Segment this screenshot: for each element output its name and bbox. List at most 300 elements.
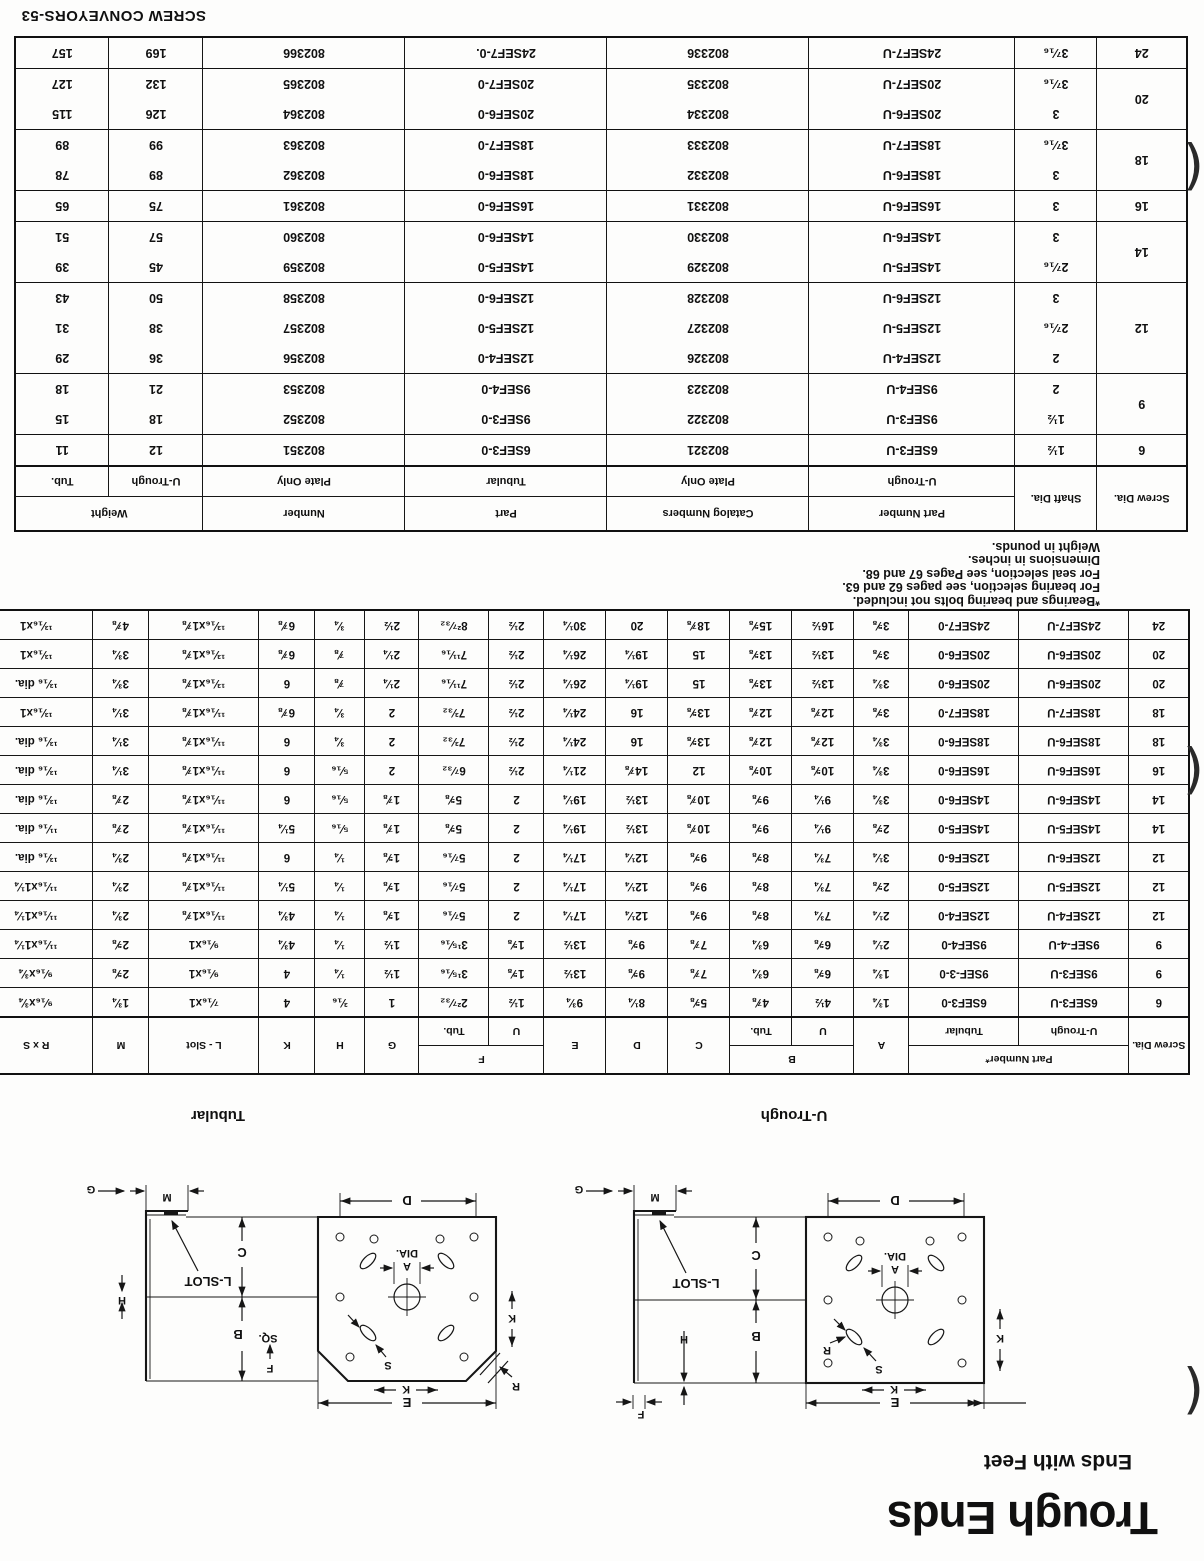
table-row [15,252,1187,283]
data-cell: 6⁷⁄₃₂ [419,756,489,785]
data-cell: 3⁷⁄₁₆ [1015,130,1097,161]
data-cell: 20SEF7-U [809,69,1015,100]
data-cell: ⁵⁄₁₆ [315,756,365,785]
table-row [15,343,1187,374]
data-cell: 31 [15,313,109,343]
data-cell: ¹¹⁄₁₆x1⅞ [149,785,259,814]
data-cell: 6⅝ [792,959,854,988]
data-cell: 802358 [203,283,405,314]
data-cell: 65 [15,191,109,222]
data-cell: 4⅞ [93,610,149,640]
data-cell: 7¹¹⁄₁₆ [419,640,489,669]
dim-d-label: D [402,1193,412,1208]
column-header: M [93,1017,149,1074]
data-cell: 5¼ [259,872,315,901]
data-cell: 1¾ [93,988,149,1018]
data-cell: 2 [489,872,544,901]
data-cell: 20SEF6-0 [909,640,1019,669]
data-cell: 14SEF5-U [1019,814,1129,843]
data-cell: 2¼ [854,901,909,930]
data-cell: 7¹¹⁄₁₆ [419,669,489,698]
data-cell: 12SEF5-0 [909,872,1019,901]
dim-d-label: D [890,1193,900,1208]
data-cell: 4 [259,959,315,988]
screw-dia-cell: 20 [1097,69,1187,130]
data-cell: ⅞ [315,640,365,669]
data-cell: 16½ [792,610,854,640]
table-row [15,283,1187,314]
dim-m-label: M [162,1191,172,1203]
data-cell: ¹¹⁄₁₆x1⅞ [149,872,259,901]
column-header: C [668,1017,730,1074]
column-subheader: U-Trough [809,466,1015,497]
data-cell: 19¼ [606,640,668,669]
data-cell: 802359 [203,252,405,283]
data-cell: 4½ [792,988,854,1018]
data-cell: 2 [489,814,544,843]
data-cell: 13⅝ [668,698,730,727]
table-row [15,99,1187,130]
data-cell: 8⅝ [730,872,792,901]
data-cell: 9SEF4-0 [909,930,1019,959]
data-cell: 89 [15,130,109,161]
data-cell: 3⅝ [854,698,909,727]
data-cell: ¾ [315,727,365,756]
data-cell: 13½ [792,640,854,669]
data-cell: 13½ [792,669,854,698]
data-cell: ¹¹⁄₁₆x1⅞ [149,843,259,872]
data-cell: 18SEF6-U [1019,727,1129,756]
data-cell: 2¼ [854,930,909,959]
data-cell: 6⅝ [792,930,854,959]
data-cell: 20SEF6-0 [909,669,1019,698]
data-cell: 24SEF7-0. [405,37,607,69]
data-cell: 7¾ [792,872,854,901]
data-cell: 13⅝ [730,669,792,698]
data-cell: 3¹⁵⁄₁₆ [419,959,489,988]
data-cell: ¹³⁄₁₆ dia. [0,843,93,872]
column-header: G [365,1017,419,1074]
data-cell: 157 [15,37,109,69]
sq-label: SQ. [258,1332,278,1344]
screw-dia-cell: 18 [1097,130,1187,191]
data-cell: ¾ [315,610,365,640]
data-cell: 10⅞ [668,814,730,843]
data-cell: 6⅞ [259,640,315,669]
data-cell: 9SEF4-0 [405,374,607,405]
table-row [15,160,1187,191]
table-row [0,930,1189,959]
note-line: Dimensions in inches. [968,553,1100,568]
data-cell: 9SEF4-U [809,374,1015,405]
data-cell: 3 [1015,222,1097,253]
data-cell: 2⅝ [93,959,149,988]
data-cell: ¼ [315,901,365,930]
data-cell: 12SEF4-U [809,343,1015,374]
data-cell: 18SEF7-0 [405,130,607,161]
data-cell: 14 [1129,814,1189,843]
data-cell: 9¾ [544,988,606,1018]
column-header: Part [405,497,607,532]
data-cell: 1⅞ [365,785,419,814]
table-row [0,872,1189,901]
data-cell: 6 [259,843,315,872]
part-numbers-table [14,36,1188,532]
u-trough-diagram [546,1139,1026,1469]
data-cell: 12⅞ [792,727,854,756]
data-cell: 9 [1129,930,1189,959]
data-cell: ¹¹⁄₁₆x1⅞ [149,756,259,785]
data-cell: ¹³⁄₁₆ dia. [0,756,93,785]
data-cell: 5⁷⁄₁₆ [419,872,489,901]
column-header: F [419,1046,544,1075]
table-row [0,843,1189,872]
data-cell: 13⅝ [668,727,730,756]
data-cell: 802321 [607,435,809,467]
data-cell: ¹¹⁄₁₆x1¼ [0,901,93,930]
data-cell: 7¾ [792,901,854,930]
data-cell: ¹³⁄₁₆x1⅞ [149,610,259,640]
data-cell: 12SEF5-0 [405,313,607,343]
data-cell: 9¼ [792,814,854,843]
data-cell: 8²⁷⁄₃₂ [419,610,489,640]
data-cell: 24SEF7-0 [909,610,1019,640]
data-cell: ¹¹⁄₁₆x1¼ [0,872,93,901]
dimensions-table [0,609,1190,1075]
data-cell: 802326 [607,343,809,374]
table-row [0,785,1189,814]
data-cell: 18⅞ [668,610,730,640]
dim-r-label: R [512,1380,520,1392]
column-header: D [606,1017,668,1074]
column-subheader: Tubular [909,1017,1019,1046]
data-cell: 16SEF6-0 [405,191,607,222]
dim-f-label: F [266,1362,274,1374]
data-cell: 1⅞ [365,814,419,843]
data-cell: 7³⁄₃₂ [419,727,489,756]
data-cell: 18 [109,404,203,435]
data-cell: 24 [1129,610,1189,640]
data-cell: 2½ [489,669,544,698]
column-header: B [730,1046,854,1075]
table-row [15,222,1187,253]
data-cell: 20SEF7-0 [405,69,607,100]
data-cell: ⅞ [315,669,365,698]
data-cell: 12SEF4-0 [405,343,607,374]
data-cell: 12 [109,435,203,467]
data-cell: 1½ [365,930,419,959]
data-cell: 2 [1015,374,1097,405]
data-cell: 14SEF5-U [809,252,1015,283]
data-cell: 15⅝ [730,610,792,640]
data-cell: 2¾ [93,901,149,930]
data-cell: 6SEF3-U [1019,988,1129,1018]
data-cell: 17¼ [544,901,606,930]
screw-dia-cell: 16 [1097,191,1187,222]
data-cell: 16 [1129,756,1189,785]
data-cell: 12 [1129,843,1189,872]
data-cell: 9SEF3-0 [405,404,607,435]
page-title: Trough Ends [887,1492,1158,1544]
column-header: Screw Dia. [1097,466,1187,531]
data-cell: 8⅝ [730,843,792,872]
column-header: Part Number* [909,1046,1129,1075]
data-cell: 36 [109,343,203,374]
data-cell: ¹³⁄₁₆x1 [0,640,93,669]
data-cell: 3 [1015,283,1097,314]
data-cell: 3¼ [93,727,149,756]
dim-k-top-label: K [890,1383,898,1395]
data-cell: 24SEF7-U [809,37,1015,69]
table-row [0,988,1189,1018]
data-cell: 3¼ [93,698,149,727]
tubular-label: Tubular [191,1107,245,1124]
data-cell: 802361 [203,191,405,222]
dim-h-label: H [680,1333,688,1345]
data-cell: 89 [109,160,203,191]
data-cell: 8⅝ [730,901,792,930]
data-cell: 2½ [489,727,544,756]
column-header: Catalog Numbers [607,497,809,532]
data-cell: 2½ [489,756,544,785]
data-cell: 16SEF6-U [1019,756,1129,785]
data-cell: 6 [259,756,315,785]
data-cell: 12SEF5-U [809,313,1015,343]
column-subheader: Plate Only [203,466,405,497]
data-cell: 6¾ [730,930,792,959]
data-cell: ¾ [315,698,365,727]
data-cell: ¹³⁄₁₆x1⅞ [149,669,259,698]
data-cell: 8¼ [606,988,668,1018]
table-row [15,37,1187,69]
data-cell: 132 [109,69,203,100]
data-cell: 1½ [1015,435,1097,467]
parts-table-wrap [14,36,1188,532]
data-cell: ⁹⁄₁₆x¾ [0,959,93,988]
data-cell: 12¼ [606,901,668,930]
table-row [15,404,1187,435]
screw-size-group [15,191,1187,222]
data-cell: 14SEF6-0 [909,785,1019,814]
data-cell: 12SEF6-0 [909,843,1019,872]
table-row [0,959,1189,988]
data-cell: 12 [668,756,730,785]
data-cell: 18SEF7-U [809,130,1015,161]
data-cell: 6 [259,669,315,698]
data-cell: 9⅝ [730,785,792,814]
data-cell: 2 [365,756,419,785]
column-subheader: Plate Only [607,466,809,497]
data-cell: 115 [15,99,109,130]
table-row [15,435,1187,467]
column-header: H [315,1017,365,1074]
screw-dia-cell: 6 [1097,435,1187,467]
dim-m-label: M [650,1191,660,1203]
data-cell: 6⅞ [259,610,315,640]
data-cell: ¹³⁄₁₆ dia. [0,669,93,698]
data-cell: 13⅝ [730,640,792,669]
table-row [15,374,1187,405]
data-cell: ¼ [315,843,365,872]
data-cell: 169 [109,37,203,69]
data-cell: 12SEF6-U [1019,843,1129,872]
data-cell: 1¾ [854,959,909,988]
data-cell: 19¼ [606,669,668,698]
dim-f-label: F [637,1408,645,1420]
note-line: For seal selection, see Pages 67 and 68. [862,567,1100,581]
screw-size-group [15,130,1187,191]
data-cell: ¹¹⁄₁₆ dia. [0,814,93,843]
data-cell: 18SEF6-0 [909,727,1019,756]
data-cell: 51 [15,222,109,253]
data-cell: 1⅝ [365,843,419,872]
data-cell: 2 [365,727,419,756]
data-cell: 12SEF6-U [809,283,1015,314]
data-cell: 6SEF3-U [809,435,1015,467]
data-cell: 19¼ [544,785,606,814]
data-cell: 802360 [203,222,405,253]
data-cell: 9⅝ [730,814,792,843]
data-cell: 2⁷⁄₁₆ [1015,313,1097,343]
data-cell: 5⅝ [419,814,489,843]
column-header: Part Number [809,497,1015,532]
screw-size-group [15,283,1187,374]
data-cell: 21 [109,374,203,405]
screw-size-group [15,435,1187,467]
table-row [15,130,1187,161]
column-header: R x S [0,1017,93,1074]
data-cell: ¹¹⁄₁₆x1⅞ [149,901,259,930]
data-cell: 12SEF6-0 [405,283,607,314]
data-cell: 24SEF7-U [1019,610,1129,640]
dim-a-label: A [891,1263,899,1275]
data-cell: 127 [15,69,109,100]
dim-b-label: B [751,1329,761,1344]
data-cell: 802357 [203,313,405,343]
data-cell: ⁹⁄₁₆x1 [149,959,259,988]
data-cell: 802333 [607,130,809,161]
dim-h-label: H [118,1294,126,1306]
data-cell: 13½ [544,930,606,959]
data-cell: ¹¹⁄₁₆x1¼ [0,930,93,959]
screw-dia-cell: 9 [1097,374,1187,435]
data-cell: 802332 [607,160,809,191]
data-cell: 802366 [203,37,405,69]
column-header: K [259,1017,315,1074]
notes [660,540,1100,608]
data-cell: 12¼ [606,872,668,901]
data-cell: 3¹⁵⁄₁₆ [419,930,489,959]
data-cell: 6SEF3-0 [909,988,1019,1018]
data-cell: 802365 [203,69,405,100]
l-slot-label: L-SLOT [184,1274,232,1289]
dim-c-label: C [237,1245,247,1260]
data-cell: 24¼ [544,698,606,727]
table-row [0,698,1189,727]
data-cell: ⁹⁄₁₆x¾ [0,988,93,1018]
data-cell: 3¾ [854,669,909,698]
page-subtitle: Ends with Feet [983,1450,1132,1473]
data-cell: 18SEF6-U [809,160,1015,191]
data-cell: 802323 [607,374,809,405]
data-cell: 1½ [489,988,544,1018]
data-cell: 14 [1129,785,1189,814]
screw-dia-cell: 14 [1097,222,1187,283]
data-cell: 18SEF7-0 [909,698,1019,727]
data-cell: 2½ [489,640,544,669]
dim-e-label: E [402,1395,412,1410]
data-cell: 78 [15,160,109,191]
data-cell: 12SEF5-U [1019,872,1129,901]
data-cell: 3 [1015,99,1097,130]
column-header: A [854,1017,909,1074]
note-line: Weight in pounds. [991,540,1100,554]
dimensions-table-wrap [0,609,1190,1075]
dim-e-label: E [890,1395,900,1410]
data-cell: 20SEF6-U [1019,669,1129,698]
data-cell: 4¾ [259,901,315,930]
data-cell: 16 [606,698,668,727]
data-cell: 126 [109,99,203,130]
data-cell: 2¾ [93,872,149,901]
table-row [15,191,1187,222]
data-cell: 802351 [203,435,405,467]
data-cell: 18 [1129,698,1189,727]
data-cell: 9⅝ [668,901,730,930]
dim-s-label: S [384,1359,392,1371]
data-cell: 2¾ [93,843,149,872]
dim-dia-label: DIA. [396,1247,418,1259]
data-cell: 2 [1015,343,1097,374]
tubular-diagram [58,1139,538,1469]
screw-size-group [15,69,1187,130]
data-cell: 802353 [203,374,405,405]
data-cell: 2⁷⁄₁₆ [1015,252,1097,283]
data-cell: ¹¹⁄₁₆x1⅞ [149,727,259,756]
data-cell: 18 [15,374,109,405]
data-cell: 29 [15,343,109,374]
data-cell: 2⅞ [93,814,149,843]
column-header: Screw Dia. [1129,1017,1189,1074]
data-cell: 5⅝ [419,785,489,814]
data-cell: ¹³⁄₁₆x1 [0,698,93,727]
data-cell: 7⅞ [668,959,730,988]
data-cell: 4¾ [259,930,315,959]
page-footer: SCREW CONVEYORS-53 [21,7,206,24]
column-header: Shaft Dia. [1015,466,1097,531]
data-cell: 2½ [489,698,544,727]
data-cell: 26¼ [544,669,606,698]
data-cell: 38 [109,313,203,343]
data-cell: 3¾ [854,727,909,756]
data-cell: 3⅝ [854,610,909,640]
data-cell: 9⅝ [668,843,730,872]
data-cell: 17¼ [544,843,606,872]
data-cell: 15 [668,640,730,669]
screw-dia-cell: 24 [1097,37,1187,69]
data-cell: 13½ [544,959,606,988]
data-cell: 13½ [606,785,668,814]
data-cell: ¹³⁄₁₆x1 [0,610,93,640]
data-cell: ⁷⁄₁₆x1 [149,988,259,1018]
data-cell: 2 [489,785,544,814]
table-row [0,814,1189,843]
data-cell: 9SEF3-U [1019,959,1129,988]
data-cell: 2 [489,901,544,930]
dim-k-top-label: K [402,1383,410,1395]
dim-r-label: R [823,1344,831,1356]
scan-artifact-paren-2: ( [1182,740,1204,803]
